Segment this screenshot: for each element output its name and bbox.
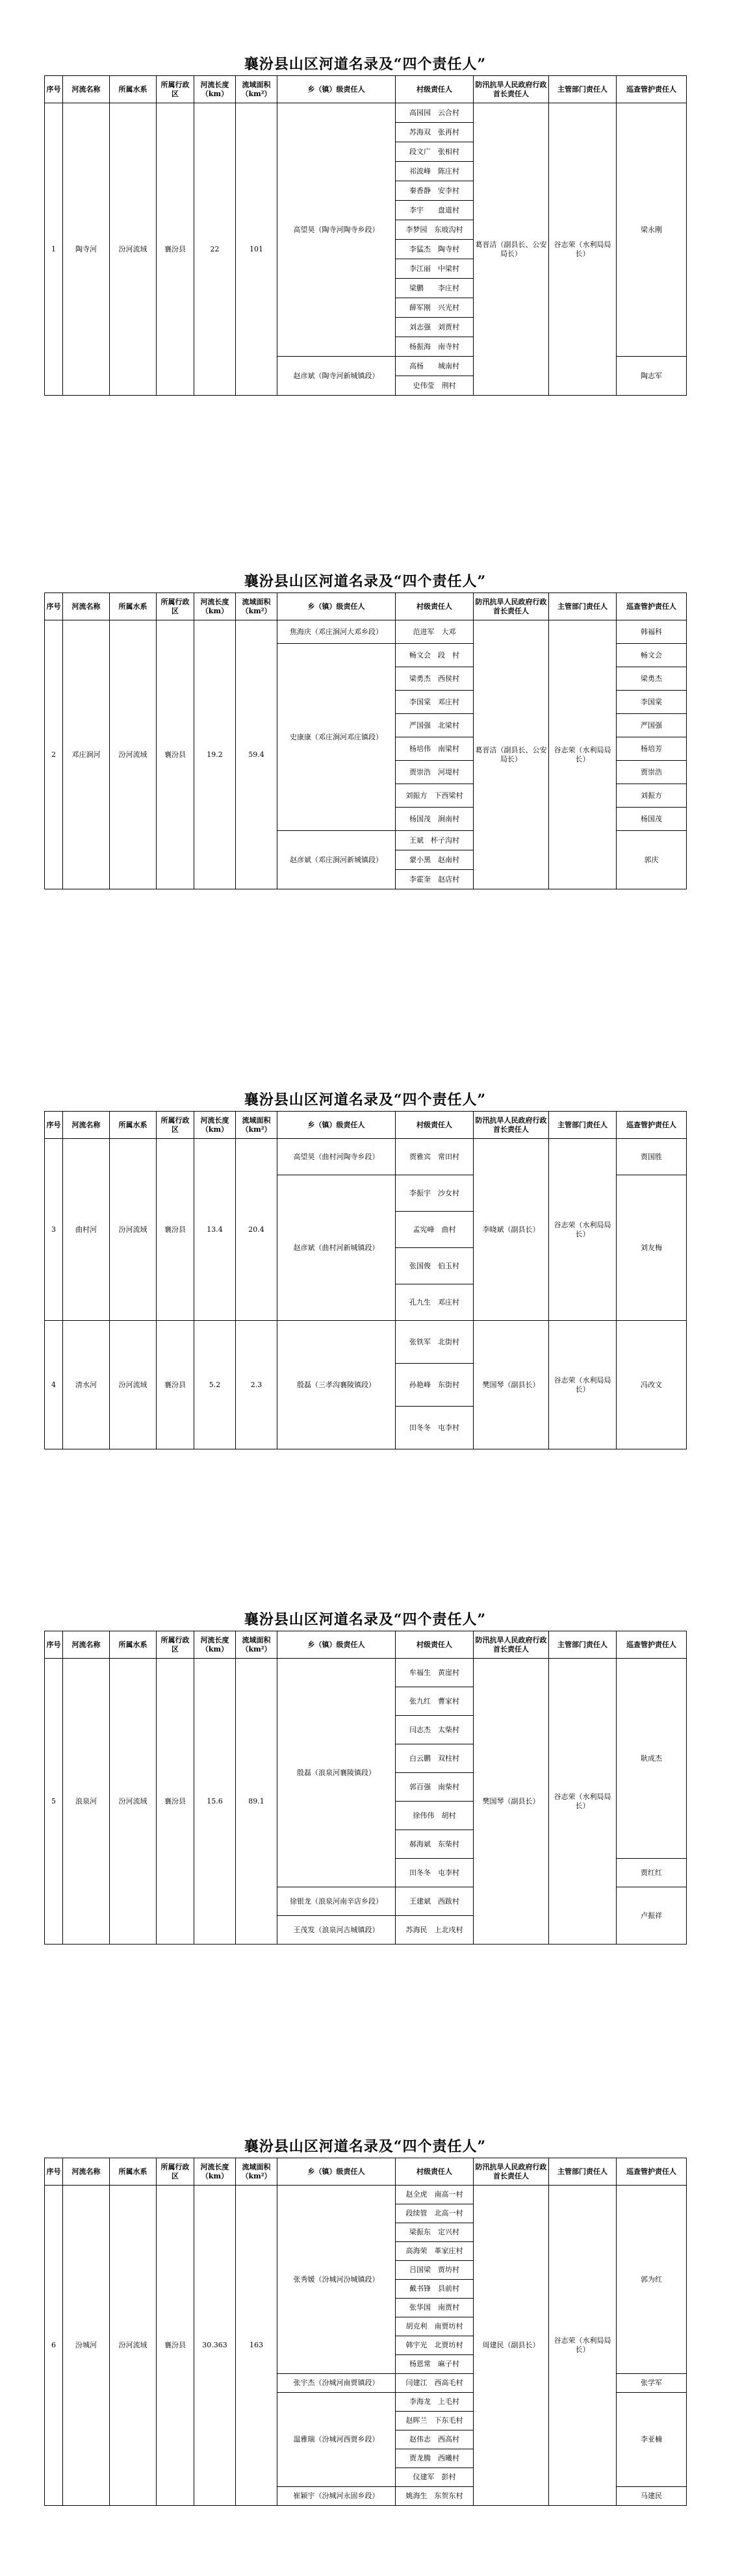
section-1: [44, 53, 686, 469]
header-cell: 巡查管护责任人: [617, 593, 687, 620]
patrol-responsible: 卢振祥: [617, 1887, 687, 1945]
village-responsible: 李梦园 东坡沟村: [396, 220, 474, 240]
header-cell: 村级责任人: [396, 1112, 474, 1139]
river-length: 15.6: [194, 1659, 236, 1945]
river-table: [44, 1111, 687, 1449]
header-cell: 河流长度（km）: [194, 76, 236, 103]
village-responsible: 王斌 杯子沟村: [396, 831, 474, 850]
header-cell: 所属行政区: [157, 2158, 194, 2186]
village-responsible: 王建斌 西跋村: [396, 1887, 474, 1916]
header-cell: 巡查管护责任人: [617, 76, 687, 103]
river-system: 汾河流域: [110, 620, 157, 889]
village-responsible: 刘志强 刘贾村: [396, 318, 474, 337]
patrol-responsible: 贾崇浩: [617, 761, 687, 784]
river-admin: 襄汾县: [157, 620, 194, 889]
village-responsible: 张国俊 伯玉村: [396, 1248, 474, 1284]
patrol-responsible: 马建民: [617, 2487, 687, 2506]
village-responsible: 田冬冬 屯李村: [396, 1407, 474, 1449]
village-responsible: 闫建江 西高毛村: [396, 2374, 474, 2393]
river-admin: 襄汾县: [157, 1659, 194, 1945]
village-responsible: 李猛杰 陶寺村: [396, 240, 474, 259]
table-header-row: [45, 1112, 687, 1139]
dept-responsible: 谷志荣（水利局局长）: [549, 1139, 617, 1321]
village-responsible: 高海荣 革家庄村: [396, 2242, 474, 2261]
header-cell: 流域面积（km²）: [236, 2158, 277, 2186]
village-responsible: 畅文会 段 村: [396, 644, 474, 667]
river-table: [44, 2158, 687, 2506]
header-cell: 村级责任人: [396, 76, 474, 103]
header-cell: 河流名称: [63, 1112, 110, 1139]
header-cell: 所属行政区: [157, 1631, 194, 1659]
village-responsible: 胡克利 南贾坊村: [396, 2317, 474, 2336]
river-length: 19.2: [194, 620, 236, 889]
header-cell: 流域面积（km²）: [236, 1631, 277, 1659]
town-responsible: 崔颖宇（汾城河永固乡段）: [277, 2487, 396, 2506]
town-responsible: 殷磊（三孝沟襄陵镇段）: [277, 1321, 396, 1449]
header-cell: 主管部门责任人: [549, 1112, 617, 1139]
header-cell: 所属水系: [110, 1631, 157, 1659]
village-responsible: 范进军 大邓: [396, 620, 474, 644]
header-cell: 主管部门责任人: [549, 76, 617, 103]
river-area: 101: [236, 103, 277, 396]
header-cell: 乡（镇）级责任人: [277, 1112, 396, 1139]
village-responsible: 段文广 张相村: [396, 142, 474, 162]
village-responsible: 仪建军 彭村: [396, 2468, 474, 2487]
river-name: 陶寺河: [63, 103, 110, 396]
river-area: 20.4: [236, 1139, 277, 1321]
patrol-responsible: 李国棠: [617, 691, 687, 714]
village-responsible: 杨恩常 麻子村: [396, 2355, 474, 2374]
village-responsible: 张九红 曹家村: [396, 1687, 474, 1716]
village-responsible: 李国棠 邓庄村: [396, 691, 474, 714]
header-cell: 村级责任人: [396, 2158, 474, 2186]
river-no: 6: [45, 2186, 63, 2506]
village-responsible: 蒙小黑 赵南村: [396, 850, 474, 870]
header-cell: 序号: [45, 1631, 63, 1659]
river-admin: 襄汾县: [157, 2186, 194, 2506]
village-responsible: 李振宇 沙女村: [396, 1175, 474, 1212]
village-responsible: 梁鹏 李庄村: [396, 279, 474, 298]
town-responsible: 高望昊（陶寺河陶寺乡段）: [277, 103, 396, 357]
village-responsible: 段续管 北高一村: [396, 2204, 474, 2223]
header-cell: 流域面积（km²）: [236, 593, 277, 620]
section-2: [44, 570, 686, 999]
river-length: 30.363: [194, 2186, 236, 2506]
header-cell: 序号: [45, 1112, 63, 1139]
table-row: [45, 2186, 687, 2204]
village-responsible: 徐伟伟 胡村: [396, 1802, 474, 1830]
river-admin: 襄汾县: [157, 1139, 194, 1321]
village-responsible: 郝海斌 东柴村: [396, 1830, 474, 1859]
page-title: 襄汾县山区河道名录及“四个责任人”: [244, 2138, 487, 2155]
river-system: 汾河流域: [110, 2186, 157, 2506]
header-cell: 所属行政区: [157, 593, 194, 620]
village-responsible: 李霍奎 赵店村: [396, 870, 474, 889]
village-responsible: 孙艳峰 东街村: [396, 1364, 474, 1407]
village-responsible: 祁波峰 陈庄村: [396, 162, 474, 181]
town-responsible: 高望昊（曲村河陶寺乡段）: [277, 1139, 396, 1175]
gov-responsible: 樊国琴（副县长）: [474, 1321, 549, 1449]
header-cell: 河流长度（km）: [194, 2158, 236, 2186]
village-responsible: 郭百强 南柴村: [396, 1773, 474, 1802]
page-title: 襄汾县山区河道名录及“四个责任人”: [244, 573, 487, 590]
header-cell: 序号: [45, 593, 63, 620]
gov-responsible: 李晓斌（副县长）: [474, 1139, 549, 1321]
river-area: 2.3: [236, 1321, 277, 1449]
header-cell: 乡（镇）级责任人: [277, 76, 396, 103]
river-admin: 襄汾县: [157, 103, 194, 396]
header-cell: 巡查管护责任人: [617, 1112, 687, 1139]
river-system: 汾河流域: [110, 103, 157, 396]
village-responsible: 贾崇浩 河堤村: [396, 761, 474, 784]
village-responsible: 李江丽 中梁村: [396, 259, 474, 279]
patrol-responsible: 贾红红: [617, 1859, 687, 1887]
patrol-responsible: 冯改文: [617, 1321, 687, 1449]
village-responsible: 韩宇光 北贾坊村: [396, 2336, 474, 2355]
village-responsible: 苏海民 上北戌村: [396, 1916, 474, 1945]
table-row: [45, 1659, 687, 1687]
town-responsible: 赵彦斌（陶寺河新城镇段）: [277, 357, 396, 396]
town-responsible: 赵彦斌（邓庄涧河新城镇段）: [277, 831, 396, 889]
village-responsible: 杨培伟 南梁村: [396, 737, 474, 761]
patrol-responsible: 贾国胜: [617, 1139, 687, 1175]
town-responsible: 张宇杰（汾城河南贾镇段）: [277, 2374, 396, 2393]
dept-responsible: 谷志荣（水利局局长）: [549, 620, 617, 889]
river-name: 清水河: [63, 1321, 110, 1449]
header-cell: 流域面积（km²）: [236, 1112, 277, 1139]
header-cell: 防汛抗旱人民政府行政首长责任人: [474, 2158, 549, 2186]
village-responsible: 赵全虎 南高一村: [396, 2186, 474, 2204]
river-no: 4: [45, 1321, 63, 1449]
header-cell: 防汛抗旱人民政府行政首长责任人: [474, 1112, 549, 1139]
patrol-responsible: 梁永刚: [617, 103, 687, 357]
page-title: 襄汾县山区河道名录及“四个责任人”: [244, 56, 487, 73]
table-row: [45, 1321, 687, 1364]
header-cell: 防汛抗旱人民政府行政首长责任人: [474, 76, 549, 103]
river-table: [44, 1631, 687, 1945]
gov-responsible: 周建民（副县长）: [474, 2186, 549, 2506]
header-cell: 所属水系: [110, 76, 157, 103]
table-header-row: [45, 2158, 687, 2186]
river-name: 浪泉河: [63, 1659, 110, 1945]
header-cell: 河流长度（km）: [194, 593, 236, 620]
header-cell: 河流名称: [63, 76, 110, 103]
village-responsible: 牟福生 黄崖村: [396, 1659, 474, 1687]
section-3: [44, 1089, 686, 1531]
header-cell: 乡（镇）级责任人: [277, 1631, 396, 1659]
town-responsible: 殷磊（浪泉河襄陵镇段）: [277, 1659, 396, 1887]
header-cell: 乡（镇）级责任人: [277, 593, 396, 620]
village-responsible: 贾雅宾 常田村: [396, 1139, 474, 1175]
header-cell: 防汛抗旱人民政府行政首长责任人: [474, 593, 549, 620]
river-no: 2: [45, 620, 63, 889]
table-header-row: [45, 1631, 687, 1659]
town-responsible: 王茂发（浪泉河古城镇段）: [277, 1916, 396, 1945]
river-length: 13.4: [194, 1139, 236, 1321]
header-cell: 所属水系: [110, 1112, 157, 1139]
patrol-responsible: 刘友梅: [617, 1175, 687, 1321]
table-header-row: [45, 76, 687, 103]
river-name: 邓庄涧河: [63, 620, 110, 889]
village-responsible: 苏海双 张再村: [396, 123, 474, 142]
village-responsible: 史伟莹 荆村: [396, 376, 474, 396]
table-row: [45, 620, 687, 644]
header-cell: 流域面积（km²）: [236, 76, 277, 103]
town-responsible: 史康康（邓庄涧河邓庄镇段）: [277, 644, 396, 831]
header-cell: 村级责任人: [396, 1631, 474, 1659]
river-no: 1: [45, 103, 63, 396]
village-responsible: 李宇 盘道村: [396, 201, 474, 220]
river-name: 曲村河: [63, 1139, 110, 1321]
river-length: 5.2: [194, 1321, 236, 1449]
dept-responsible: 谷志荣（水利局局长）: [549, 1659, 617, 1945]
village-responsible: 刘振方 下西梁村: [396, 784, 474, 808]
patrol-responsible: 梁勇杰: [617, 667, 687, 691]
village-responsible: 李海龙 上毛村: [396, 2393, 474, 2412]
header-cell: 乡（镇）级责任人: [277, 2158, 396, 2186]
village-responsible: 孔九生 邓庄村: [396, 1284, 474, 1321]
river-system: 汾河流域: [110, 1659, 157, 1945]
header-cell: 所属水系: [110, 2158, 157, 2186]
village-responsible: 薛军刚 兴光村: [396, 298, 474, 318]
patrol-responsible: 耿成杰: [617, 1659, 687, 1859]
dept-responsible: 谷志荣（水利局局长）: [549, 103, 617, 396]
village-responsible: 高杨 城南村: [396, 357, 474, 376]
patrol-responsible: 杨国茂: [617, 808, 687, 831]
village-responsible: 白云鹏 双柱村: [396, 1744, 474, 1773]
patrol-responsible: 张学军: [617, 2374, 687, 2393]
village-responsible: 赵伟志 西高村: [396, 2430, 474, 2449]
header-cell: 序号: [45, 76, 63, 103]
village-responsible: 梁勇杰 西侯村: [396, 667, 474, 691]
river-table: [44, 75, 687, 396]
gov-responsible: 葛晋洁（副县长、公安局长）: [474, 620, 549, 889]
patrol-responsible: 郭为红: [617, 2186, 687, 2374]
header-cell: 主管部门责任人: [549, 1631, 617, 1659]
river-length: 22: [194, 103, 236, 396]
patrol-responsible: 严国强: [617, 714, 687, 737]
village-responsible: 张华国 南贾村: [396, 2299, 474, 2317]
section-5: [44, 2136, 686, 2564]
town-responsible: 温雅瑞（汾城河西贾乡段）: [277, 2393, 396, 2487]
header-cell: 所属行政区: [157, 76, 194, 103]
header-cell: 河流长度（km）: [194, 1631, 236, 1659]
page-title: 襄汾县山区河道名录及“四个责任人”: [244, 1611, 487, 1628]
river-area: 59.4: [236, 620, 277, 889]
header-cell: 巡查管护责任人: [617, 1631, 687, 1659]
village-responsible: 梁振东 定兴村: [396, 2223, 474, 2242]
village-responsible: 孟宪峰 曲村: [396, 1212, 474, 1248]
page-title: 襄汾县山区河道名录及“四个责任人”: [244, 1091, 487, 1108]
table-row: [45, 1139, 687, 1175]
patrol-responsible: 郭庆: [617, 831, 687, 889]
village-responsible: 杨振海 南寺村: [396, 337, 474, 357]
village-responsible: 杨国茂 涧南村: [396, 808, 474, 831]
river-system: 汾河流域: [110, 1139, 157, 1321]
header-cell: 河流长度（km）: [194, 1112, 236, 1139]
village-responsible: 闫志杰 太柴村: [396, 1716, 474, 1744]
village-responsible: 吕国梁 贾坊村: [396, 2261, 474, 2280]
village-responsible: 张铁军 北街村: [396, 1321, 474, 1364]
village-responsible: 贾龙腾 西曦村: [396, 2449, 474, 2468]
dept-responsible: 谷志荣（水利局局长）: [549, 1321, 617, 1449]
header-cell: 序号: [45, 2158, 63, 2186]
town-responsible: 赵彦斌（曲村河新城镇段）: [277, 1175, 396, 1321]
patrol-responsible: 刘振方: [617, 784, 687, 808]
village-responsible: 田冬冬 屯李村: [396, 1859, 474, 1887]
river-name: 汾城河: [63, 2186, 110, 2506]
header-cell: 河流名称: [63, 1631, 110, 1659]
header-cell: 河流名称: [63, 593, 110, 620]
header-cell: 主管部门责任人: [549, 593, 617, 620]
patrol-responsible: 李亚楠: [617, 2393, 687, 2487]
table-header-row: [45, 593, 687, 620]
gov-responsible: 葛晋洁（副县长、公安局长）: [474, 103, 549, 396]
header-cell: 河流名称: [63, 2158, 110, 2186]
village-responsible: 戴书锋 县前村: [396, 2280, 474, 2299]
header-cell: 所属水系: [110, 593, 157, 620]
village-responsible: 秦香静 安李村: [396, 181, 474, 201]
river-no: 3: [45, 1139, 63, 1321]
dept-responsible: 谷志荣（水利局局长）: [549, 2186, 617, 2506]
village-responsible: 赵晖兰 下东毛村: [396, 2412, 474, 2430]
gov-responsible: 樊国琴（副县长）: [474, 1659, 549, 1945]
river-area: 89.1: [236, 1659, 277, 1945]
patrol-responsible: 韩福科: [617, 620, 687, 644]
table-row: [45, 103, 687, 123]
village-responsible: 姚海生 东贺东村: [396, 2487, 474, 2506]
patrol-responsible: 杨培芳: [617, 737, 687, 761]
section-4: [44, 1609, 686, 2024]
village-responsible: 严国强 北梁村: [396, 714, 474, 737]
river-no: 5: [45, 1659, 63, 1945]
town-responsible: 徐银龙（浪泉河南辛店乡段）: [277, 1887, 396, 1916]
header-cell: 所属行政区: [157, 1112, 194, 1139]
village-responsible: 高园园 云合村: [396, 103, 474, 123]
header-cell: 村级责任人: [396, 593, 474, 620]
river-table: [44, 593, 687, 889]
header-cell: 防汛抗旱人民政府行政首长责任人: [474, 1631, 549, 1659]
header-cell: 主管部门责任人: [549, 2158, 617, 2186]
patrol-responsible: 畅文会: [617, 644, 687, 667]
header-cell: 巡查管护责任人: [617, 2158, 687, 2186]
patrol-responsible: 陶志军: [617, 357, 687, 396]
river-admin: 襄汾县: [157, 1321, 194, 1449]
river-area: 163: [236, 2186, 277, 2506]
river-system: 汾河流域: [110, 1321, 157, 1449]
town-responsible: 张秀媛（汾城河汾城镇段）: [277, 2186, 396, 2374]
town-responsible: 焦海庆（邓庄涧河大邓乡段）: [277, 620, 396, 644]
